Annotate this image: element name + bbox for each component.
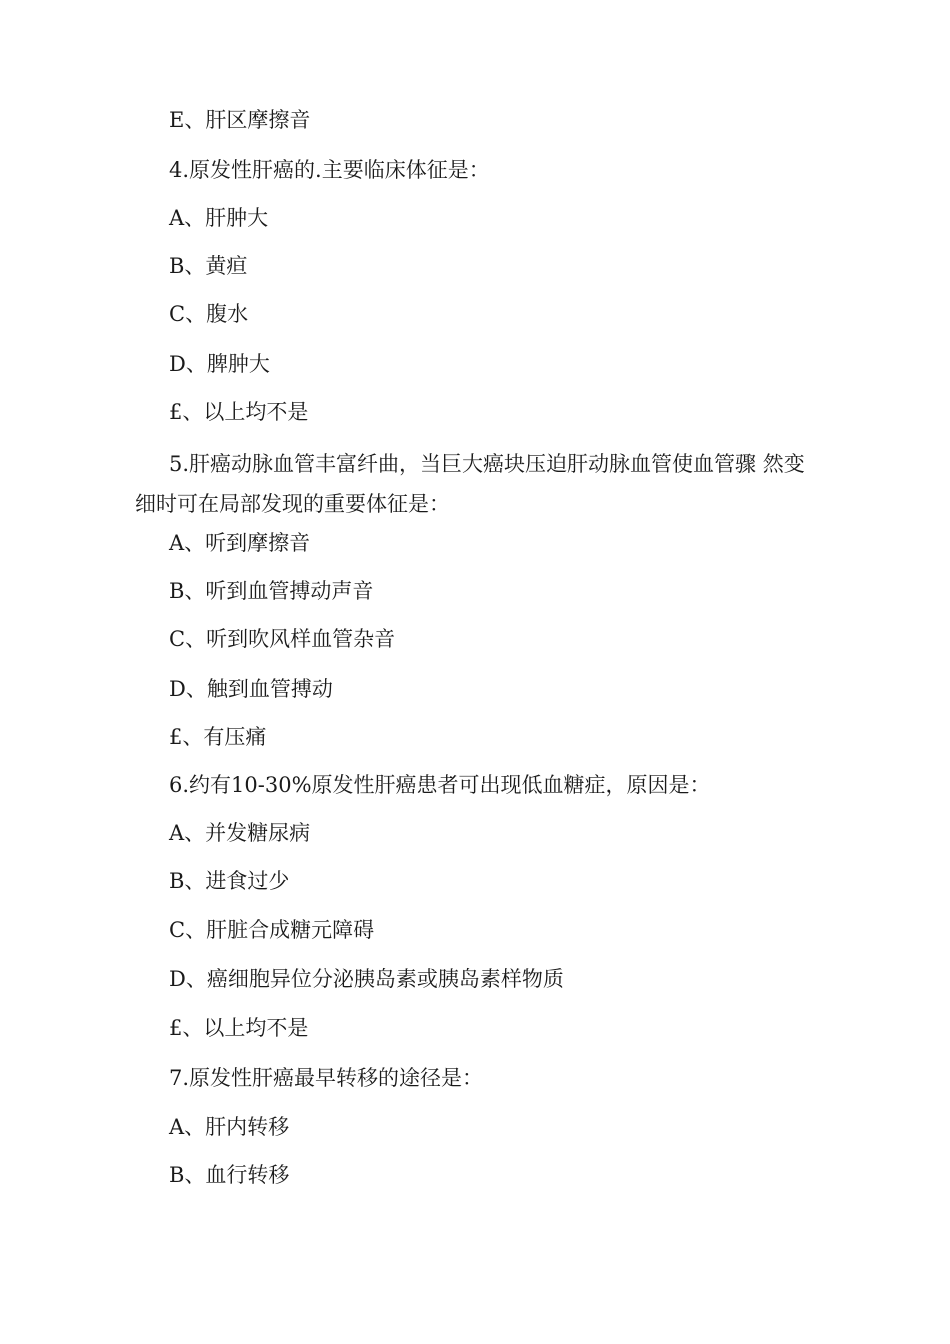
question-6: 6.约有10-30%原发性肝癌患者可出现低血糖症，原因是： bbox=[169, 773, 711, 797]
option-b-q6: B、进食过少 bbox=[169, 869, 290, 893]
option-b-q4: B、黄疸 bbox=[169, 254, 248, 278]
option-c-q5: C、听到吹风样血管杂音 bbox=[169, 627, 396, 651]
option-e-q6: £、以上均不是 bbox=[169, 1016, 309, 1040]
option-a-q4: A、肝肿大 bbox=[169, 206, 269, 230]
option-e-q5: £、有压痛 bbox=[169, 725, 267, 749]
question-4: 4.原发性肝癌的.主要临床体征是： bbox=[169, 158, 490, 182]
option-b-q5: B、听到血管搏动声音 bbox=[169, 579, 374, 603]
option-a-q7: A、肝内转移 bbox=[169, 1115, 290, 1139]
question-5: 5.肝癌动脉血管丰富纤曲，当巨大癌块压迫肝动脉血管使血管骤 然变细时可在局部发现的重要体征是： bbox=[135, 452, 805, 516]
option-c-q4: C、腹水 bbox=[169, 302, 249, 326]
option-d-q6: D、癌细胞异位分泌胰岛素或胰岛素样物质 bbox=[169, 967, 564, 991]
option-e-q3: E、肝区摩擦音 bbox=[169, 108, 311, 132]
option-c-q6: C、肝脏合成糖元障碍 bbox=[169, 918, 375, 942]
option-e-q4: £、以上均不是 bbox=[169, 400, 309, 424]
option-b-q7: B、血行转移 bbox=[169, 1163, 290, 1187]
question-7: 7.原发性肝癌最早转移的途径是： bbox=[169, 1066, 484, 1090]
option-d-q5: D、触到血管搏动 bbox=[169, 677, 333, 701]
option-d-q4: D、脾肿大 bbox=[169, 352, 270, 376]
option-a-q6: A、并发糖尿病 bbox=[169, 821, 311, 845]
option-a-q5: A、听到摩擦音 bbox=[169, 531, 311, 555]
